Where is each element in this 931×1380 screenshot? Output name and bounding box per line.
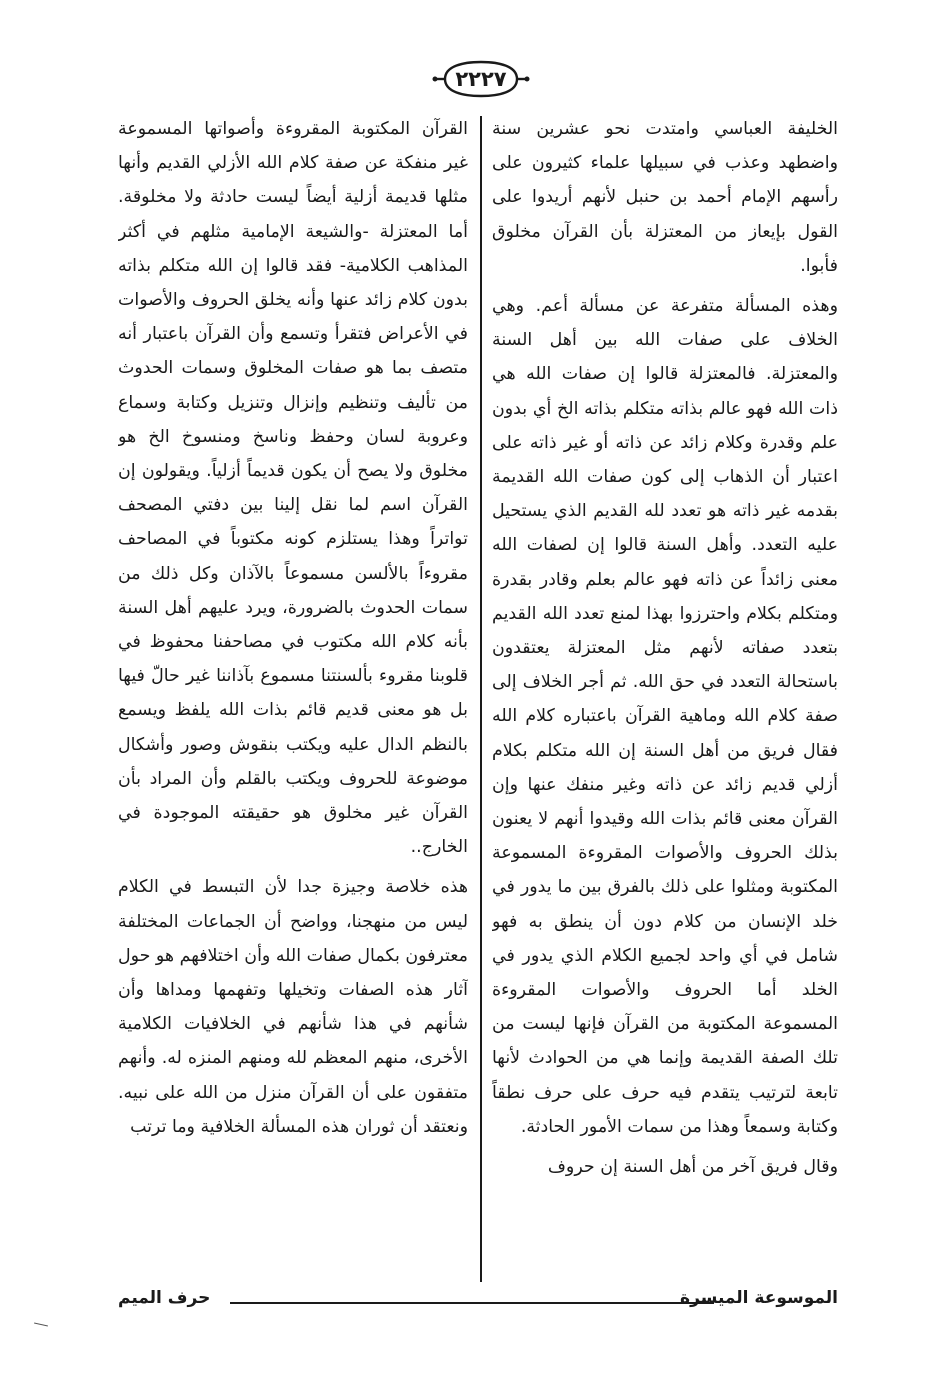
- page-number: ٢٢٢٧: [455, 67, 507, 91]
- paragraph: وقال فريق آخر من أهل السنة إن حروف: [547, 1157, 838, 1178]
- paragraph: الخليفة العباسي وامتدت نحو عشرين سنة واضطهد وعذب في سبيلها علماء كثيرون على رأسهم الإمام أحمد بن حنبل لأنهم أريدوا على القول بإيعاز من المعتزلة بأن القرآن مخلوق فأبوا.: [492, 119, 838, 276]
- footer-section-title: حرف الميم: [118, 1288, 211, 1308]
- left-column: [118, 112, 468, 1280]
- footer-encyclopedia-title: الموسوعة الميسرة: [680, 1288, 838, 1308]
- scan-mark: [34, 1323, 48, 1327]
- column-divider: [480, 116, 482, 1282]
- right-column: [492, 112, 838, 1280]
- page-footer: [118, 1282, 838, 1312]
- paragraph: وهذه المسألة متفرعة عن مسألة أعم. وهي الخلاف على صفات الله بين أهل السنة والمعتزلة. فالمعتزلة قالوا إن صفات الله هي ذات الله فهو عالم بذاته متكلم بذاته الخ أي بدون علم وقدرة وكلام زائد عن ذاته أو غير ذاته على اعتبار أن الذهاب إلى كون صفات الله القديمة بقدمه غير ذاته هو تعدد لله القديم الذي يستحيل عليه التعدد. وأهل السنة قالوا إن لصفات الله معنى زائداً عن ذاته فهو عالم بعلم وقادر بقدرة ومتكلم بكلام واحترزوا بهذا لمنع تعدد الله القديم بتعدد صفاته لأنهم مثل المعتزلة يعتقدون باستحالة التعدد في حق الله. ثم أجر الخلاف إلى صفة كلام الله وماهية القرآن باعتباره كلام الله فقال فريق من أهل السنة إن الله متكلم بكلام أزلي قديم زائد عن ذاته وغير منفك عنها وإن القرآن معنى قائم بذات الله وقيدوا أنهم لا يعنون بذلك الحروف والأصوات المقروءة المسموعة المكتوبة ومثلوا على ذلك بالفرق بين ما يدور في خلد الإنسان من كلام دون أن ينطق به فهو شامل في أي واحد لجميع الكلام الذي يدور في الخلد أما الحروف والأصوات المقروءة المسموعة المكتوبة من القرآن فإنها ليست من تلك الصفة القديمة وإنما هي من الحوادث لأنها تابعة لترتيب يتقدم فيه حرف على حرف نطقاً وكتابة وسمعاً وهذا من سمات الأمور الحادثة.: [492, 296, 838, 1137]
- footer-rule: [230, 1302, 714, 1304]
- paragraph: هذه خلاصة وجيزة جدا لأن التبسط في الكلام ليس من منهجنا، وواضح أن الجماعات المختلفة معترفون بكمال صفات الله وأن اختلافهم هو حول آثار هذه الصفات وتخيلها وتفهمها ومداها وأن شأنهم في هذا شأنهم في الخلافيات الكلامية الأخرى، منهم المعظم لله ومنهم المنزه له. وأنهم متفقون على أن القرآن منزل من الله على نبيه. ونعتقد أن ثوران هذه المسألة الخلافية وما ترتب: [118, 877, 468, 1137]
- page-number-ornament: [431, 58, 531, 100]
- paragraph: القرآن المكتوبة المقروءة وأصواتها المسموعة غير منفكة عن صفة كلام الله الأزلي القديم وأنها مثلها قديمة أزلية أيضاً ليست حادثة ولا مخلوقة. أما المعتزلة -والشيعة الإمامية مثلهم في أكثر المذاهب الكلامية- فقد قالوا إن الله متكلم بذاته بدون كلام زائد عنها وأنه يخلق الحروف والأصوات في الأعراض فتقرأ وتسمع وأن القرآن باعتبار أنه متصف بما هو صفات المخلوق وسمات الحدوث من تأليف وتنظيم وإنزال وتنزيل وكتابة وسماع وعروبة لسان وحفظ وناسخ ومنسوخ الخ هو مخلوق ولا يصح أن يكون قديماً أزلياً. ويقولون إن القرآن اسم لما نقل إلينا بين دفتي المصحف تواتراً وهذا يستلزم كونه مكتوباً في المصاحف مقروءاً بالألسن مسموعاً بالآذان وكل ذلك من سمات الحدوث بالضرورة، ويرد عليهم أهل السنة بأنه كلام الله مكتوب في مصاحفنا محفوظ في قلوبنا مقروء بألسنتنا مسموع بآذاننا غير حالّ فيها بل هو معنى قديم قائم بذات الله يلفظ ويسمع بالنظم الدال عليه ويكتب بنقوش وصور وأشكال موضوعة للحروف ويكتب بالقلم وأن المراد بأن القرآن غير مخلوق هو حقيقته الموجودة في الخارج..: [118, 119, 468, 858]
